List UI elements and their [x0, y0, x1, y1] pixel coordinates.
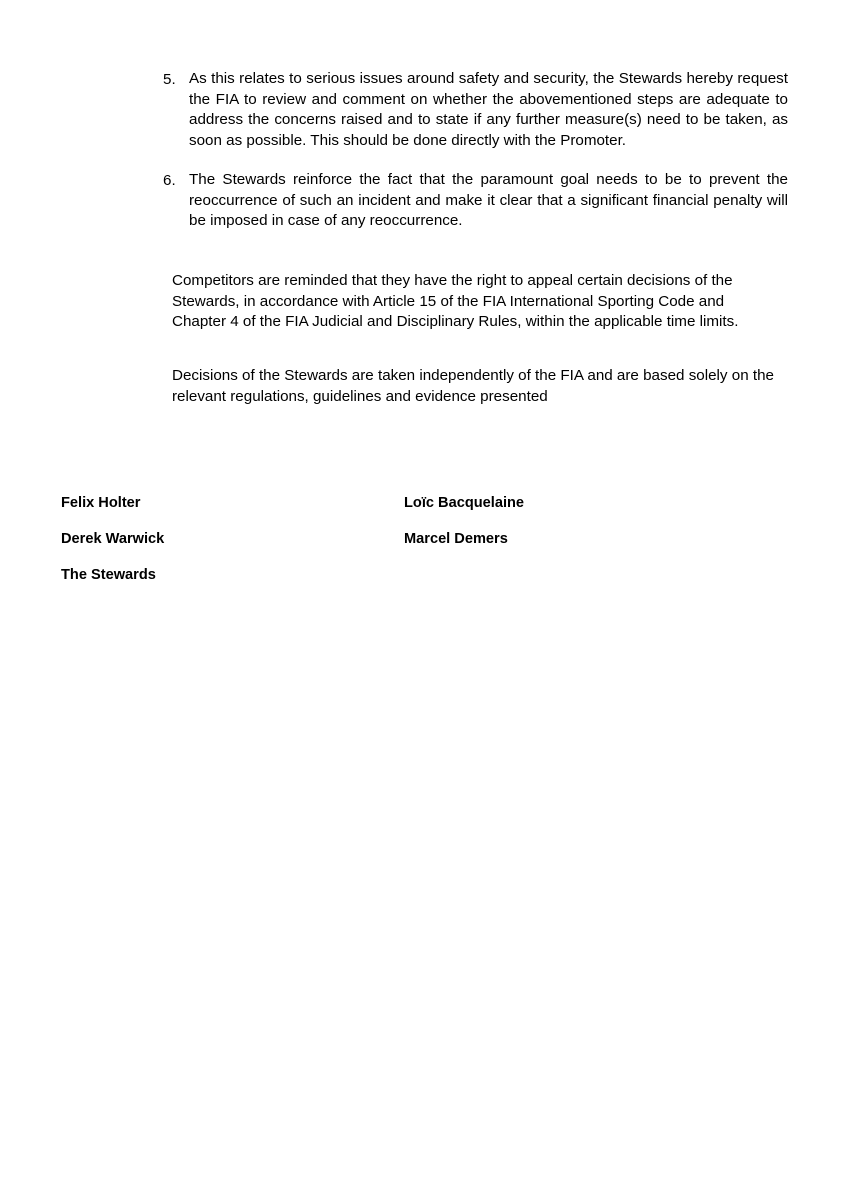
list-item-text: The Stewards reinforce the fact that the paramount goal needs to be to prevent the reoccurrence of such an incident and make it clear that a significant financial penalty will be imposed in case of any reoccurrence. — [189, 171, 788, 229]
numbered-list — [160, 69, 788, 251]
independence-notice: Decisions of the Stewards are taken independently of the FIA and are based solely on the relevant regulations, guidelines and evidence presented — [172, 367, 774, 405]
steward-signature-loic-bacquelaine: Loïc Bacquelaine — [404, 495, 525, 511]
steward-signature-felix-holter: Felix Holter — [61, 495, 141, 511]
steward-signature-derek-warwick: Derek Warwick — [61, 531, 165, 547]
list-item — [160, 170, 788, 232]
list-item-number: 5. — [163, 71, 176, 88]
list-item-text: As this relates to serious issues around safety and security, the Stewards hereby request the FIA to review and comment on whether the abovementioned steps are adequate to address the concerns raised and to state if any further measure(s) need to be taken, as soon as possible. This should be done directly with the Promoter. — [189, 70, 788, 149]
appeal-notice: Competitors are reminded that they have the right to appeal certain decisions of the Stewards, in accordance with Article 15 of the FIA International Sporting Code and Chapter 4 of the FIA Judicial and Disciplinary Rules, within the applicable time limits. — [172, 272, 739, 330]
list-item — [160, 69, 788, 151]
list-item-number: 6. — [163, 172, 176, 189]
steward-signature-marcel-demers: Marcel Demers — [404, 531, 508, 547]
stewards-group-label: The Stewards — [61, 567, 156, 583]
